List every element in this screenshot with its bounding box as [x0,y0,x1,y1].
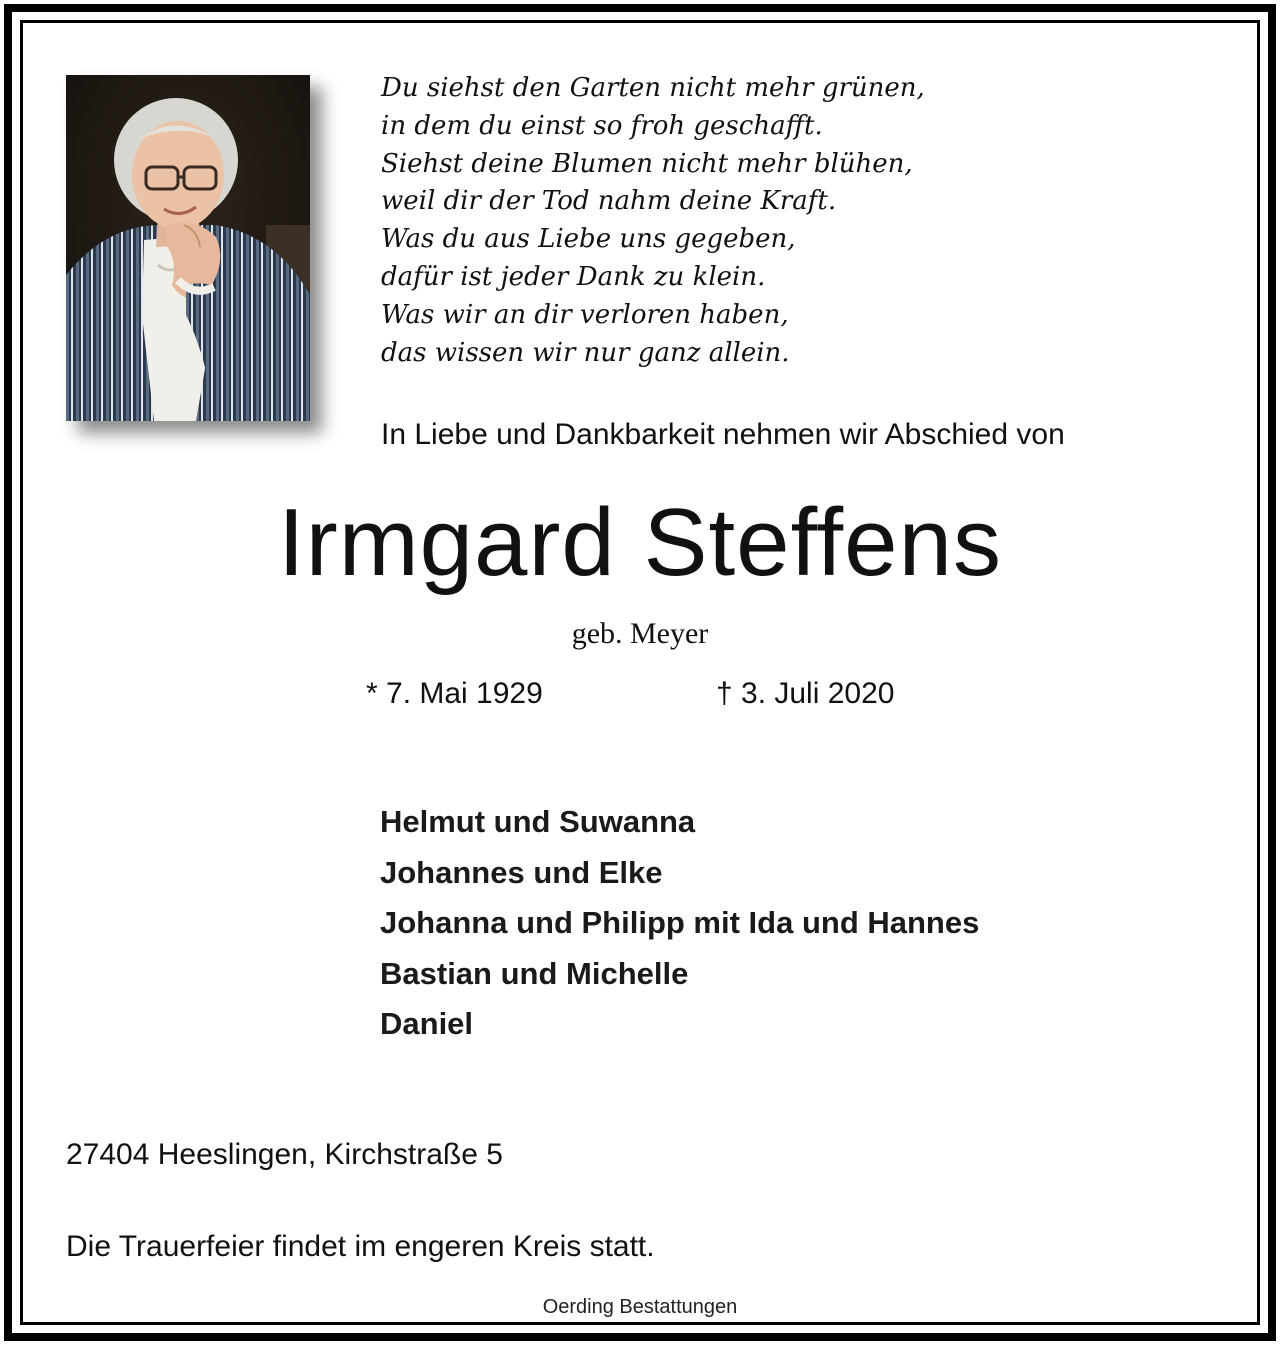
poem-line: das wissen wir nur ganz allein. [381,337,790,368]
poem-line: weil dir der Tod nahm deine Kraft. [381,186,837,217]
mourner-entry: Bastian und Michelle [380,955,689,991]
undertaker-name: Oerding Bestattungen [542,1296,738,1318]
poem-line: in dem du einst so froh geschafft. [381,110,823,141]
poem-line: dafür ist jeder Dank zu klein. [381,261,766,292]
death-date: † 3. Juli 2020 [716,677,895,710]
mourners-list [380,797,979,1050]
farewell-intro: In Liebe und Dankbarkeit nehmen wir Abschied von [381,418,1065,451]
poem-line: Du siehst den Garten nicht mehr grünen, [381,73,925,103]
mourner-entry: Johanna und Philipp mit Ida und Hannes [380,905,980,940]
mourner-entry: Daniel [380,1006,474,1041]
poem [381,70,1081,372]
poem-line: Was du aus Liebe uns gegeben, [381,224,796,255]
poem-line: Was wir an dir verloren haben, [381,299,789,330]
mourner-entry: Helmut und Suwanna [380,804,696,839]
service-note: Die Trauerfeier findet im engeren Kreis statt. [66,1230,655,1263]
portrait-photo [66,75,310,421]
mourner-entry: Johannes und Elke [380,854,663,890]
family-address: 27404 Heeslingen, Kirchstraße 5 [66,1138,503,1171]
birth-date: * 7. Mai 1929 [366,677,543,710]
portrait-illustration [66,75,310,421]
maiden-name: geb. Meyer [571,617,709,650]
poem-line: Siehst deine Blumen nicht mehr blühen, [381,148,913,179]
deceased-name: Irmgard Steffens [278,489,1002,596]
